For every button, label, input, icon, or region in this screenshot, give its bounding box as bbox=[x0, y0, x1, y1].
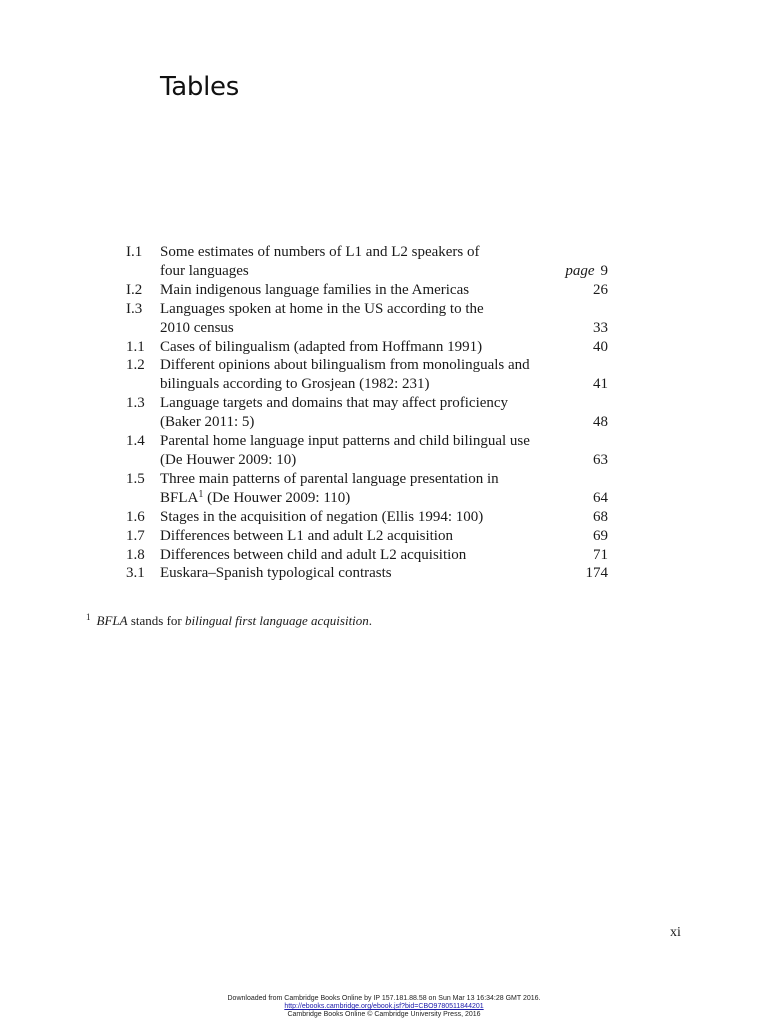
footnote: $^1$ BFLA stands for bilingual first language acquisition. bbox=[86, 612, 373, 628]
table-caption: Parental home language input patterns and child bilingual use bbox=[160, 433, 530, 450]
toc-entry bbox=[112, 508, 608, 527]
table-caption: Euskara–Spanish typological contrasts bbox=[160, 565, 392, 582]
toc-entry bbox=[112, 432, 608, 470]
page-ref: 26 bbox=[593, 281, 608, 298]
table-number: 1.1 bbox=[126, 338, 145, 355]
page-ref: 68 bbox=[593, 508, 608, 525]
table-number: I.1 bbox=[126, 244, 143, 260]
table-caption: Cases of bilingualism (adapted from Hoffmann 1991) bbox=[160, 338, 483, 355]
table-number: 3.1 bbox=[126, 565, 145, 582]
footnote-reference: 1 bbox=[198, 488, 204, 500]
page-number: xi bbox=[670, 925, 681, 940]
table-caption: bilinguals according to Grosjean (1982: 231) bbox=[160, 376, 430, 393]
table-caption: 2010 census bbox=[160, 319, 234, 336]
table-caption: Main indigenous language families in the Americas bbox=[160, 281, 470, 298]
table-number: 1.6 bbox=[126, 508, 145, 525]
table-number: 1.7 bbox=[126, 527, 145, 544]
table-caption: Languages spoken at home in the US according to the bbox=[160, 300, 484, 317]
toc-entry bbox=[112, 300, 608, 338]
footnote-definition: bilingual first language acquisition bbox=[184, 613, 369, 628]
page-ref: 40 bbox=[593, 338, 608, 355]
table-caption: Different opinions about bilingualism from monolinguals and bbox=[160, 357, 530, 374]
page-ref: 33 bbox=[593, 319, 608, 336]
table-caption: Differences between child and adult L2 acquisition bbox=[160, 546, 467, 563]
toc-entry bbox=[112, 394, 608, 432]
table-number: I.2 bbox=[126, 281, 143, 298]
toc-entry bbox=[112, 356, 608, 394]
table-caption: (Baker 2011: 5) bbox=[160, 414, 255, 431]
download-notice: Downloaded from Cambridge Books Online by IP 157.181.88.58 on Sun Mar 13 16:34:28 GMT 2016. bbox=[227, 995, 541, 1002]
table-caption: four languages bbox=[160, 262, 249, 279]
footnote-mark: 1 bbox=[86, 612, 91, 622]
page-ref: 71 bbox=[593, 546, 608, 563]
page-ref: 41 bbox=[593, 376, 608, 393]
page-ref: 63 bbox=[593, 451, 608, 468]
footnote-term: BFLA bbox=[96, 613, 128, 628]
table-caption: (De Houwer 2009: 10) bbox=[160, 451, 297, 468]
source-notice bbox=[0, 995, 768, 1019]
toc-entry bbox=[112, 243, 608, 281]
toc-entry bbox=[112, 281, 608, 300]
table-caption: Three main patterns of parental language presentation in bbox=[160, 470, 499, 487]
table-number: 1.4 bbox=[126, 433, 145, 450]
page-ref: 69 bbox=[593, 527, 608, 544]
page-ref: 48 bbox=[593, 414, 608, 431]
table-caption: Some estimates of numbers of L1 and L2 speakers of bbox=[160, 244, 480, 260]
table-number: I.3 bbox=[126, 300, 143, 317]
table-number: 1.2 bbox=[126, 357, 145, 374]
table-number: 1.8 bbox=[126, 546, 145, 563]
table-number: 1.3 bbox=[126, 395, 145, 412]
ebook-link[interactable]: http://ebooks.cambridge.org/ebook.jsf?bid=CBO9780511844201 bbox=[284, 1003, 484, 1010]
table-caption: BFLA$^1$ (De Houwer 2009: 110) bbox=[160, 488, 351, 506]
page-ref: page 9 bbox=[565, 262, 608, 279]
page-word: page bbox=[565, 262, 595, 279]
toc-entry bbox=[112, 470, 608, 508]
toc-entry bbox=[112, 338, 608, 357]
page-ref: 174 bbox=[585, 565, 608, 582]
page-ref: 64 bbox=[593, 489, 608, 506]
table-caption: Stages in the acquisition of negation (Ellis 1994: 100) bbox=[160, 508, 484, 525]
copyright-notice: Cambridge Books Online © Cambridge University Press, 2016 bbox=[287, 1011, 481, 1018]
table-caption: Language targets and domains that may affect proficiency bbox=[160, 395, 509, 412]
toc-entry bbox=[112, 527, 608, 546]
toc-entry bbox=[112, 546, 608, 565]
toc-entry bbox=[112, 564, 608, 583]
list-of-tables bbox=[112, 243, 608, 583]
page-title: Tables bbox=[160, 72, 239, 102]
table-caption: Differences between L1 and adult L2 acquisition bbox=[160, 527, 453, 544]
table-number: 1.5 bbox=[126, 470, 145, 487]
